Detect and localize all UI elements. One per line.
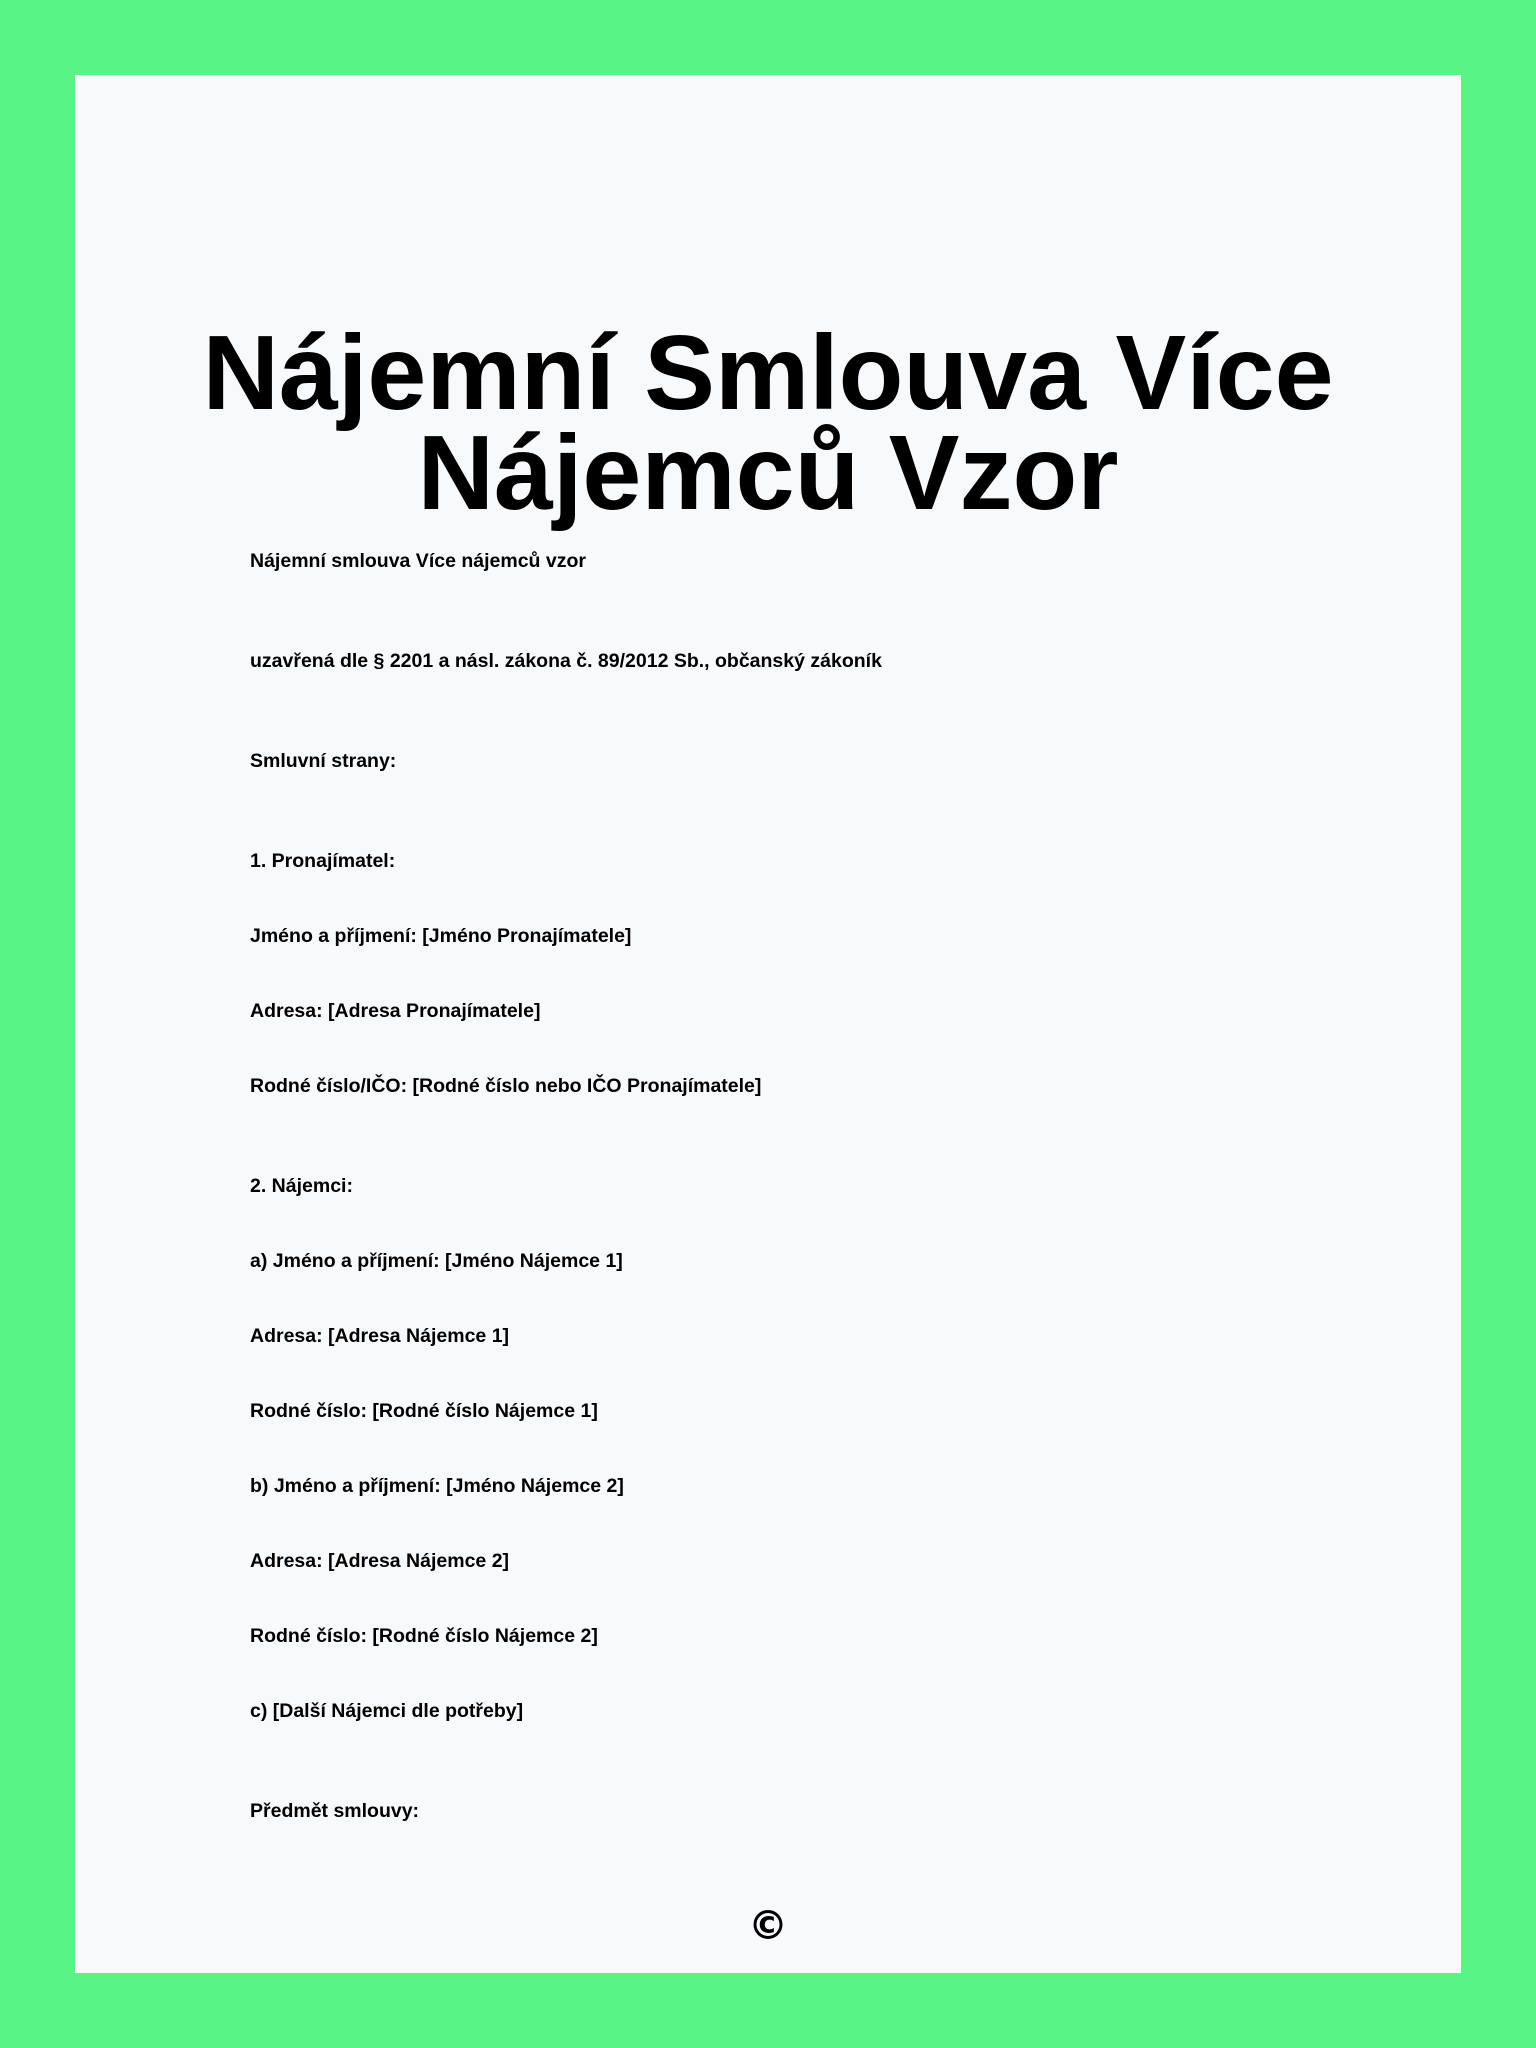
tenant-1-id: Rodné číslo: [Rodné číslo Nájemce 1]: [250, 1400, 598, 1422]
document-page: [75, 75, 1461, 1973]
contract-heading: Nájemní smlouva Více nájemců vzor: [250, 550, 586, 572]
tenant-2-name: b) Jméno a příjmení: [Jméno Nájemce 2]: [250, 1475, 624, 1497]
landlord-heading: 1. Pronajímatel:: [250, 850, 396, 872]
document-title-line-2: Nájemců Vzor: [417, 414, 1119, 532]
subject-heading: Předmět smlouvy:: [250, 1800, 420, 1822]
landlord-name: Jméno a příjmení: [Jméno Pronajímatele]: [250, 925, 632, 947]
additional-tenants: c) [Další Nájemci dle potřeby]: [250, 1700, 524, 1722]
document-title-line-1: Nájemní Smlouva Více: [202, 314, 1334, 432]
parties-heading: Smluvní strany:: [250, 750, 397, 772]
landlord-address: Adresa: [Adresa Pronajímatele]: [250, 1000, 541, 1022]
tenants-heading: 2. Nájemci:: [250, 1175, 353, 1197]
tenant-2-address: Adresa: [Adresa Nájemce 2]: [250, 1550, 510, 1572]
landlord-id: Rodné číslo/IČO: [Rodné číslo nebo IČO Pronajímatele]: [250, 1075, 762, 1097]
tenant-1-name: a) Jméno a příjmení: [Jméno Nájemce 1]: [250, 1250, 623, 1272]
tenant-2-id: Rodné číslo: [Rodné číslo Nájemce 2]: [250, 1625, 598, 1647]
legal-basis: uzavřená dle § 2201 a násl. zákona č. 89/2012 Sb., občanský zákoník: [250, 650, 882, 672]
document-title: [75, 314, 1461, 532]
copyright-icon: ©: [748, 1903, 788, 1949]
tenant-1-address: Adresa: [Adresa Nájemce 1]: [250, 1325, 510, 1347]
